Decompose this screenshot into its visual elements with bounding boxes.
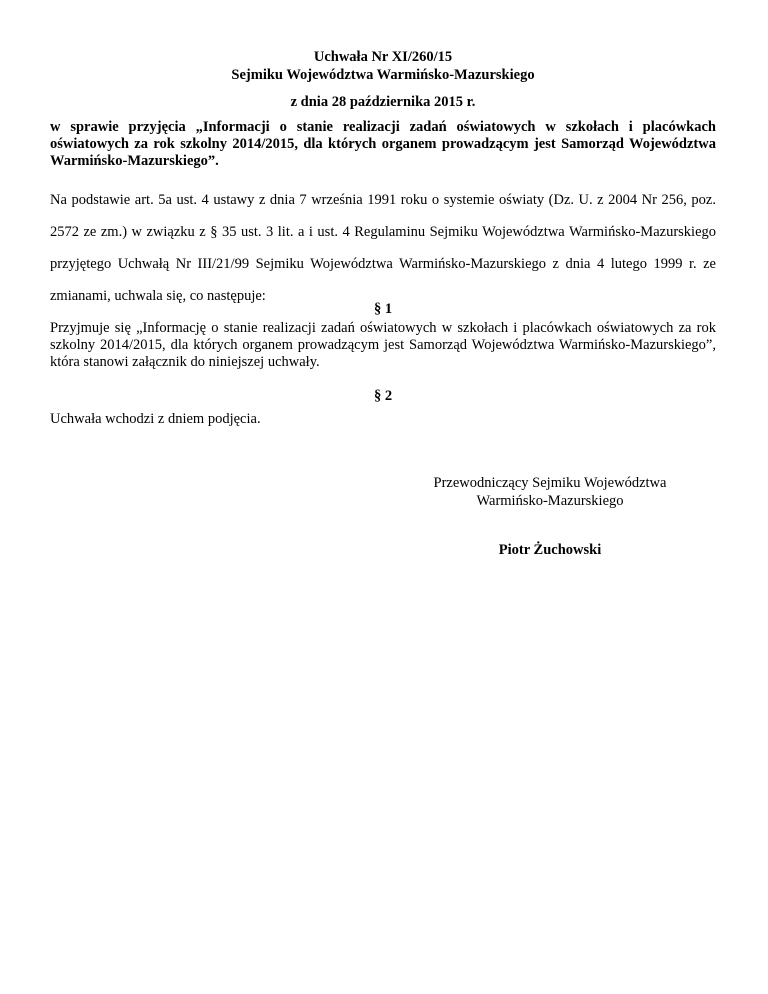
- legal-basis-paragraph: Na podstawie art. 5a ust. 4 ustawy z dnia 7 września 1991 roku o systemie oświaty (Dz. U. z 2004 Nr 256, poz. 2572 ze zm.) w związku z § 35 ust. 3 lit. a i ust. 4 Regulaminu Sejmiku Województwa Warmińsko-Mazurskiego przyjętego Uchwałą Nr III/21/99 Sejmiku Województwa Warmińsko-Mazurskiego z dnia 4 lutego 1999 r. ze zmianami, uchwala się, co następuje:: [50, 192, 716, 304]
- resolution-number: Uchwała Nr XI/260/15: [313, 49, 453, 65]
- signature-role-line-1: Przewodniczący Sejmiku Województwa: [433, 475, 667, 491]
- signature-role: [400, 474, 700, 510]
- resolution-date: z dnia 28 października 2015 r.: [290, 94, 476, 110]
- signature-role-line-2: Warmińsko-Mazurskiego: [476, 493, 624, 509]
- section-2-heading: § 2: [373, 388, 393, 404]
- section-1-text: Przyjmuje się „Informację o stanie realizacji zadań oświatowych w szkołach i placówkach oświatowych za rok szkolny 2014/2015, dla których organem prowadzącym jest Samorząd Województwa Warmińsko-Mazurskiego”, która stanowi załącznik do niniejszej uchwały.: [50, 320, 716, 370]
- section-2-text: Uchwała wchodzi z dniem podjęcia.: [50, 411, 261, 427]
- issuing-body: Sejmiku Województwa Warmińsko-Mazurskiego: [231, 67, 535, 83]
- signer-name: Piotr Żuchowski: [498, 542, 602, 558]
- resolution-subject: w sprawie przyjęcia „Informacji o stanie realizacji zadań oświatowych w szkołach i placówkach oświatowych za rok szkolny 2014/2015, dla których organem prowadzącym jest Samorząd Województwa Warmińsko-Mazurskiego”.: [50, 119, 716, 169]
- section-1-heading: § 1: [373, 301, 393, 317]
